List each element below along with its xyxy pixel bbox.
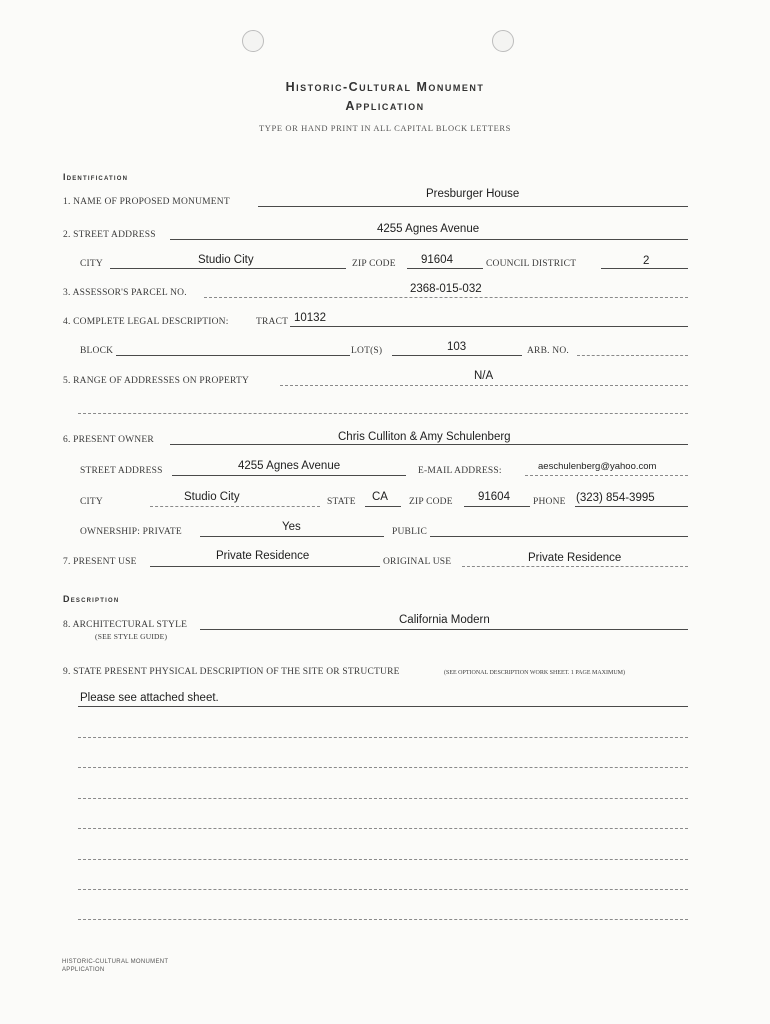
street-address-field[interactable]: 4255 Agnes Avenue bbox=[377, 223, 480, 235]
architectural-style-field[interactable]: California Modern bbox=[399, 614, 490, 626]
q4-line bbox=[290, 326, 688, 327]
footer-line1: HISTORIC-CULTURAL MONUMENT bbox=[62, 959, 169, 965]
tract-field[interactable]: 10132 bbox=[294, 312, 326, 324]
section-description: Description bbox=[63, 594, 120, 604]
owner-street-line bbox=[172, 475, 406, 476]
email-line bbox=[525, 475, 688, 476]
original-use-label: ORIGINAL USE bbox=[383, 557, 452, 567]
q6-line bbox=[170, 444, 688, 445]
ownership-private-label: OWNERSHIP: PRIVATE bbox=[80, 527, 182, 537]
public-line bbox=[430, 536, 688, 537]
q8-label: 8. ARCHITECTURAL STYLE bbox=[63, 620, 188, 630]
q9-line-1 bbox=[78, 706, 688, 707]
block-label: BLOCK bbox=[80, 346, 114, 356]
owner-city-field[interactable]: Studio City bbox=[184, 491, 240, 503]
q1-line bbox=[258, 206, 688, 207]
city-field[interactable]: Studio City bbox=[198, 254, 254, 266]
owner-street-label: STREET ADDRESS bbox=[80, 466, 163, 476]
q9-line-6 bbox=[78, 859, 688, 860]
owner-zip-line bbox=[464, 506, 530, 507]
arb-line bbox=[577, 355, 688, 356]
owner-city-label: CITY bbox=[80, 497, 103, 507]
q2-label: 2. STREET ADDRESS bbox=[63, 230, 156, 240]
council-district-field[interactable]: 2 bbox=[643, 255, 650, 267]
state-line bbox=[365, 506, 401, 507]
public-label: PUBLIC bbox=[392, 527, 427, 537]
state-label: STATE bbox=[327, 497, 356, 507]
form-title-line1: Historic-Cultural Monument bbox=[285, 80, 485, 94]
phone-line bbox=[575, 506, 688, 507]
owner-zip-label: ZIP CODE bbox=[409, 497, 453, 507]
owner-street-field[interactable]: 4255 Agnes Avenue bbox=[238, 460, 341, 472]
address-range-field[interactable]: N/A bbox=[474, 370, 494, 382]
email-field[interactable]: aeschulenberg@yahoo.com bbox=[538, 461, 657, 472]
ownership-private-field[interactable]: Yes bbox=[282, 521, 301, 533]
original-use-line bbox=[462, 566, 688, 567]
q5-line bbox=[280, 385, 688, 386]
page-footer bbox=[62, 958, 168, 974]
q8-line bbox=[200, 629, 688, 630]
q9-line-8 bbox=[78, 919, 688, 920]
q3-line bbox=[204, 297, 688, 298]
punch-hole-left bbox=[242, 30, 264, 52]
q9-line-5 bbox=[78, 828, 688, 829]
email-label: E-MAIL ADDRESS: bbox=[418, 466, 502, 476]
zip-field[interactable]: 91604 bbox=[421, 254, 453, 266]
block-line bbox=[116, 355, 350, 356]
q9-line-3 bbox=[78, 767, 688, 768]
council-district-line bbox=[601, 268, 688, 269]
q9-label: 9. STATE PRESENT PHYSICAL DESCRIPTION OF THE SITE OR STRUCTURE bbox=[63, 667, 400, 677]
q2-line bbox=[170, 239, 688, 240]
q5-label: 5. RANGE OF ADDRESSES ON PROPERTY bbox=[63, 376, 250, 386]
city-label: CITY bbox=[80, 259, 103, 269]
lots-label: LOT(S) bbox=[351, 346, 383, 356]
zip-label: ZIP CODE bbox=[352, 259, 396, 269]
city-line bbox=[110, 268, 346, 269]
tract-label: TRACT bbox=[256, 317, 289, 327]
present-use-field[interactable]: Private Residence bbox=[216, 550, 310, 562]
phone-field[interactable]: (323) 854-3995 bbox=[576, 492, 655, 504]
arb-label: ARB. NO. bbox=[527, 346, 569, 356]
q1-label: 1. NAME OF PROPOSED MONUMENT bbox=[63, 197, 230, 207]
council-district-label: COUNCIL DISTRICT bbox=[486, 259, 577, 269]
physical-description-field[interactable]: Please see attached sheet. bbox=[80, 692, 219, 704]
q4-label: 4. COMPLETE LEGAL DESCRIPTION: bbox=[63, 317, 229, 327]
lots-line bbox=[392, 355, 522, 356]
q6-label: 6. PRESENT OWNER bbox=[63, 435, 154, 445]
q7-label: 7. PRESENT USE bbox=[63, 557, 137, 567]
q5-extra-line bbox=[78, 413, 688, 414]
phone-label: PHONE bbox=[533, 497, 566, 507]
parcel-number-field[interactable]: 2368-015-032 bbox=[410, 283, 482, 295]
private-line bbox=[200, 536, 384, 537]
original-use-field[interactable]: Private Residence bbox=[528, 552, 622, 564]
form-title-line2: Application bbox=[345, 99, 425, 113]
monument-name-field[interactable]: Presburger House bbox=[426, 188, 520, 200]
punch-hole-right bbox=[492, 30, 514, 52]
q9-line-4 bbox=[78, 798, 688, 799]
q9-line-7 bbox=[78, 889, 688, 890]
lots-field[interactable]: 103 bbox=[447, 341, 467, 353]
present-owner-field[interactable]: Chris Culliton & Amy Schulenberg bbox=[338, 431, 511, 443]
owner-city-line bbox=[150, 506, 320, 507]
form-instructions: TYPE OR HAND PRINT IN ALL CAPITAL BLOCK LETTERS bbox=[259, 123, 511, 133]
q8-sublabel: (SEE STYLE GUIDE) bbox=[95, 632, 168, 641]
footer-line2: APPLICATION bbox=[62, 967, 105, 973]
owner-zip-field[interactable]: 91604 bbox=[478, 491, 510, 503]
section-identification: Identification bbox=[63, 172, 129, 182]
state-field[interactable]: CA bbox=[372, 491, 388, 503]
q3-label: 3. ASSESSOR'S PARCEL NO. bbox=[63, 288, 187, 298]
q9-line-2 bbox=[78, 737, 688, 738]
present-use-line bbox=[150, 566, 380, 567]
q9-note: (SEE OPTIONAL DESCRIPTION WORK SHEET. 1 PAGE MAXIMUM) bbox=[444, 670, 626, 676]
zip-line bbox=[407, 268, 483, 269]
